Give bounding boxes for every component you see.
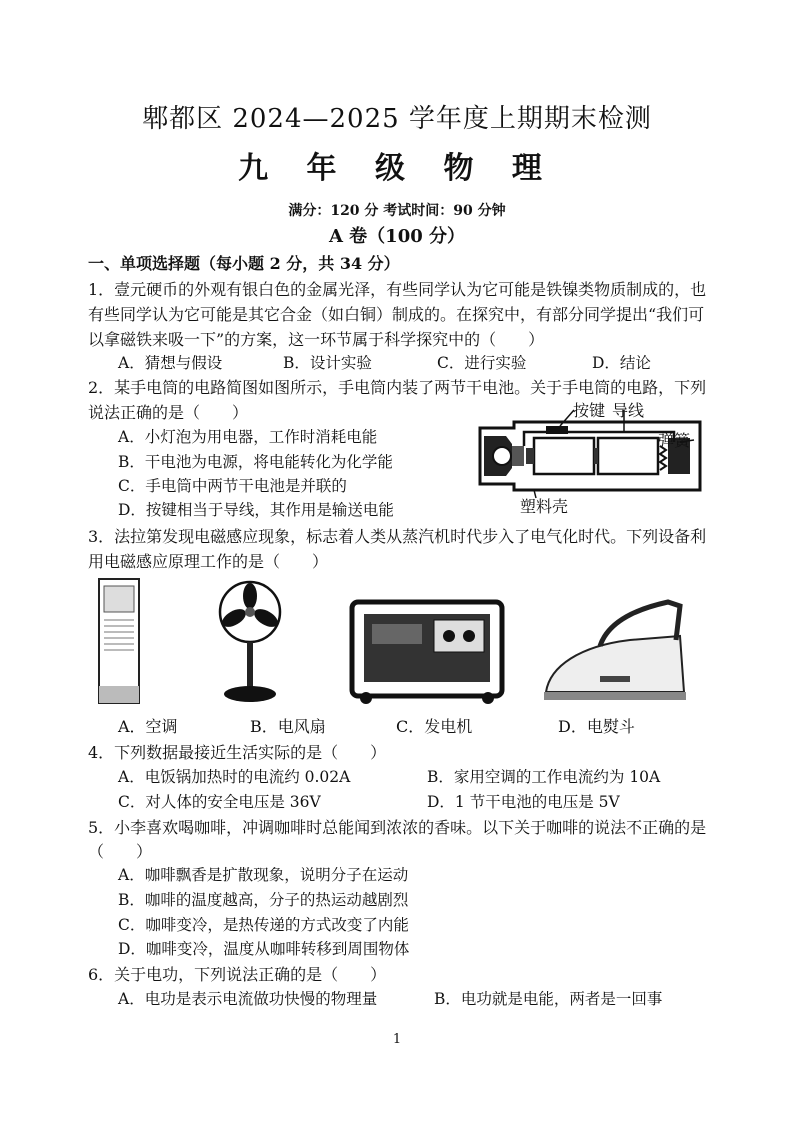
q1-option-a: A．猜想与假设 bbox=[118, 354, 223, 372]
generator-engine bbox=[372, 624, 422, 644]
q3-option-c: C．发电机 bbox=[396, 717, 473, 736]
q2-option-c: C．手电筒中两节干电池是并联的 bbox=[118, 477, 347, 495]
generator-wheel-2 bbox=[482, 692, 494, 704]
q3-option-a: A．空调 bbox=[118, 717, 178, 736]
q2-line-2: 说法正确的是（ ） bbox=[88, 403, 249, 422]
generator-socket-1 bbox=[443, 630, 455, 642]
generator-image bbox=[344, 594, 510, 706]
generator-panel bbox=[434, 620, 484, 652]
q1-line-2: 有些同学认为它可能是其它合金（如白铜）制成的。在探究中，有部分同学提出“我们可 bbox=[88, 305, 705, 324]
q1-option-b: B．设计实验 bbox=[283, 354, 372, 372]
iron-soleplate bbox=[546, 636, 684, 692]
q6-option-b: B．电功就是电能，两者是一回事 bbox=[434, 990, 663, 1008]
iron-dial bbox=[600, 676, 630, 682]
q2-option-d: D．按键相当于导线，其作用是输送电能 bbox=[118, 501, 394, 519]
q1-option-c: C．进行实验 bbox=[437, 354, 527, 372]
exam-meta: 满分：120 分 考试时间：90 分钟 bbox=[288, 203, 506, 219]
q5-option-b: B．咖啡的温度越高，分子的热运动越剧烈 bbox=[118, 891, 409, 909]
label-switch: 按键 bbox=[573, 401, 606, 420]
ac-panel bbox=[104, 586, 134, 612]
generator-wheel-1 bbox=[360, 692, 372, 704]
q6-line-1: 6．关于电功，下列说法正确的是（ ） bbox=[88, 965, 387, 984]
q1-option-d: D．结论 bbox=[592, 354, 651, 372]
q2-option-a: A．小灯泡为用电器，工作时消耗电能 bbox=[118, 428, 378, 446]
q4-option-b: B．家用空调的工作电流约为 10A bbox=[427, 768, 661, 786]
q1-line-3: 以拿磁铁来吸一下”的方案，这一环节属于科学探究中的（ ） bbox=[88, 330, 545, 349]
section-heading: 一、单项选择题（每小题 2 分，共 34 分） bbox=[88, 254, 400, 273]
switch-icon bbox=[546, 426, 568, 434]
q3-option-b: B．电风扇 bbox=[250, 717, 326, 736]
air-conditioner-image bbox=[96, 576, 142, 706]
q4-option-a: A．电饭锅加热时的电流约 0.02A bbox=[118, 768, 351, 786]
iron-base bbox=[544, 692, 686, 700]
q5-option-c: C．咖啡变冷，是热传递的方式改变了内能 bbox=[118, 916, 409, 934]
label-wire: 导线 bbox=[612, 401, 645, 420]
q3-line-1: 3．法拉第发现电磁感应现象，标志着人类从蒸汽机时代步入了电气化时代。下列设备利 bbox=[88, 527, 707, 546]
subject-title: 九 年 级 物 理 bbox=[238, 151, 556, 186]
fan-stand bbox=[247, 642, 253, 688]
exam-title: 郫都区 2024—2025 学年度上期期末检测 bbox=[142, 104, 652, 134]
q2-option-b: B．干电池为电源，将电能转化为化学能 bbox=[118, 453, 393, 471]
fan-hub bbox=[245, 607, 255, 617]
electric-iron-image bbox=[540, 596, 688, 704]
q3-option-d: D．电熨斗 bbox=[558, 717, 635, 736]
q4-option-d: D．1 节干电池的电压是 5V bbox=[427, 793, 620, 811]
q5-option-d: D．咖啡变冷，温度从咖啡转移到周围物体 bbox=[118, 940, 410, 958]
battery-2 bbox=[598, 438, 658, 474]
bulb-base bbox=[512, 446, 524, 466]
q6-option-a: A．电功是表示电流做功快慢的物理量 bbox=[118, 990, 378, 1008]
label-spring: 弹簧 bbox=[658, 431, 691, 450]
bulb-icon bbox=[493, 447, 511, 465]
battery-1 bbox=[534, 438, 594, 474]
battery-2-terminal bbox=[594, 448, 598, 464]
q1-line-1: 1．壹元硬币的外观有银白色的金属光泽，有些同学认为它可能是铁镍类物质制成的，也 bbox=[88, 280, 707, 299]
battery-1-terminal bbox=[526, 448, 534, 464]
paper-section-title: A 卷（100 分） bbox=[328, 226, 466, 247]
q3-line-2: 用电磁感应原理工作的是（ ） bbox=[88, 552, 329, 571]
label-shell: 塑料壳 bbox=[520, 497, 569, 516]
q2-line-1: 2．某手电筒的电路简图如图所示，手电筒内装了两节干电池。关于手电筒的电路，下列 bbox=[88, 378, 707, 397]
q4-line-1: 4．下列数据最接近生活实际的是（ ） bbox=[88, 743, 387, 762]
page-number: 1 bbox=[392, 1032, 402, 1047]
q4-option-c: C．对人体的安全电压是 36V bbox=[118, 793, 321, 811]
q5-option-a: A．咖啡飘香是扩散现象，说明分子在运动 bbox=[118, 866, 409, 884]
q5-line-2: （ ） bbox=[88, 842, 153, 861]
fan-base bbox=[224, 686, 276, 702]
q5-line-1: 5．小李喜欢喝咖啡，冲调咖啡时总能闻到浓浓的香味。以下关于咖啡的说法不正确的是 bbox=[88, 818, 707, 837]
generator-socket-2 bbox=[463, 630, 475, 642]
ac-base bbox=[99, 686, 139, 703]
electric-fan-image bbox=[216, 580, 284, 706]
